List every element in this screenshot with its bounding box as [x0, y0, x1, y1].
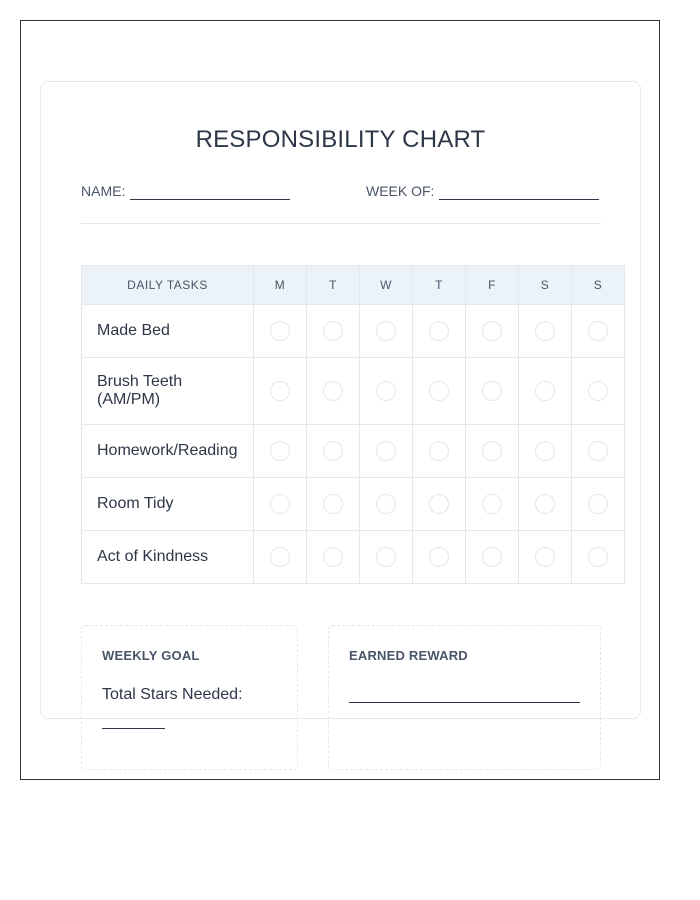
table-header-row [82, 266, 625, 305]
earned-reward-box [328, 625, 601, 770]
check-circle-icon[interactable] [323, 494, 343, 514]
stars-blank-line [102, 728, 165, 729]
day-header: T [413, 266, 466, 305]
day-cell[interactable] [413, 478, 466, 531]
check-circle-icon[interactable] [535, 321, 555, 341]
check-circle-icon[interactable] [588, 494, 608, 514]
day-cell[interactable] [572, 531, 625, 584]
check-circle-icon[interactable] [535, 547, 555, 567]
check-circle-icon[interactable] [376, 441, 396, 461]
weekly-goal-box [81, 625, 298, 770]
check-circle-icon[interactable] [482, 441, 502, 461]
day-cell[interactable] [466, 305, 519, 358]
tasks-table [81, 265, 625, 584]
check-circle-icon[interactable] [429, 547, 449, 567]
check-circle-icon[interactable] [588, 547, 608, 567]
day-cell[interactable] [307, 358, 360, 425]
name-label: NAME: [81, 183, 126, 199]
day-cell[interactable] [572, 478, 625, 531]
check-circle-icon[interactable] [588, 381, 608, 401]
day-header: S [519, 266, 572, 305]
week-label: WEEK OF: [366, 183, 435, 199]
week-blank-line [439, 184, 599, 200]
week-field [366, 182, 599, 200]
table-row [82, 305, 625, 358]
day-cell[interactable] [360, 478, 413, 531]
earned-reward-title: EARNED REWARD [349, 648, 468, 663]
day-cell[interactable] [307, 425, 360, 478]
check-circle-icon[interactable] [429, 381, 449, 401]
task-label: Act of Kindness [82, 531, 254, 584]
table-row [82, 358, 625, 425]
day-header: F [466, 266, 519, 305]
day-cell[interactable] [413, 531, 466, 584]
check-circle-icon[interactable] [429, 321, 449, 341]
table-row [82, 478, 625, 531]
day-cell[interactable] [519, 358, 572, 425]
day-cell[interactable] [466, 425, 519, 478]
day-header: M [254, 266, 307, 305]
day-cell[interactable] [519, 425, 572, 478]
name-blank-line [130, 184, 290, 200]
day-cell[interactable] [413, 425, 466, 478]
task-column-header: DAILY TASKS [82, 266, 254, 305]
day-cell[interactable] [360, 358, 413, 425]
day-cell[interactable] [254, 358, 307, 425]
check-circle-icon[interactable] [270, 441, 290, 461]
check-circle-icon[interactable] [482, 494, 502, 514]
day-cell[interactable] [466, 531, 519, 584]
day-cell[interactable] [466, 478, 519, 531]
day-cell[interactable] [307, 531, 360, 584]
day-cell[interactable] [519, 478, 572, 531]
day-header: W [360, 266, 413, 305]
check-circle-icon[interactable] [323, 441, 343, 461]
task-label: Homework/Reading [82, 425, 254, 478]
task-label: Made Bed [82, 305, 254, 358]
check-circle-icon[interactable] [429, 494, 449, 514]
check-circle-icon[interactable] [376, 321, 396, 341]
check-circle-icon[interactable] [376, 381, 396, 401]
day-cell[interactable] [307, 478, 360, 531]
day-cell[interactable] [254, 531, 307, 584]
chart-title: RESPONSIBILITY CHART [195, 126, 486, 153]
check-circle-icon[interactable] [535, 381, 555, 401]
check-circle-icon[interactable] [482, 381, 502, 401]
day-cell[interactable] [572, 358, 625, 425]
check-circle-icon[interactable] [323, 321, 343, 341]
day-cell[interactable] [413, 358, 466, 425]
check-circle-icon[interactable] [270, 494, 290, 514]
day-cell[interactable] [413, 305, 466, 358]
day-cell[interactable] [360, 425, 413, 478]
table-row [82, 425, 625, 478]
check-circle-icon[interactable] [270, 321, 290, 341]
check-circle-icon[interactable] [270, 381, 290, 401]
total-stars-label: Total Stars Needed: [102, 686, 243, 703]
day-cell[interactable] [466, 358, 519, 425]
day-header: T [307, 266, 360, 305]
check-circle-icon[interactable] [535, 494, 555, 514]
day-cell[interactable] [360, 531, 413, 584]
check-circle-icon[interactable] [535, 441, 555, 461]
day-cell[interactable] [254, 305, 307, 358]
day-header: S [572, 266, 625, 305]
day-cell[interactable] [307, 305, 360, 358]
check-circle-icon[interactable] [482, 321, 502, 341]
table-row [82, 531, 625, 584]
check-circle-icon[interactable] [323, 547, 343, 567]
reward-blank-line [349, 702, 580, 703]
day-cell[interactable] [254, 425, 307, 478]
task-label: Brush Teeth (AM/PM) [82, 358, 254, 425]
day-cell[interactable] [519, 305, 572, 358]
name-field [81, 182, 290, 200]
check-circle-icon[interactable] [376, 494, 396, 514]
task-label: Room Tidy [82, 478, 254, 531]
check-circle-icon[interactable] [270, 547, 290, 567]
day-cell[interactable] [519, 531, 572, 584]
day-cell[interactable] [572, 425, 625, 478]
day-cell[interactable] [572, 305, 625, 358]
check-circle-icon[interactable] [429, 441, 449, 461]
check-circle-icon[interactable] [588, 441, 608, 461]
check-circle-icon[interactable] [588, 321, 608, 341]
day-cell[interactable] [360, 305, 413, 358]
day-cell[interactable] [254, 478, 307, 531]
check-circle-icon[interactable] [376, 547, 396, 567]
header-divider [81, 223, 601, 224]
weekly-goal-title: WEEKLY GOAL [102, 648, 200, 663]
check-circle-icon[interactable] [482, 547, 502, 567]
check-circle-icon[interactable] [323, 381, 343, 401]
